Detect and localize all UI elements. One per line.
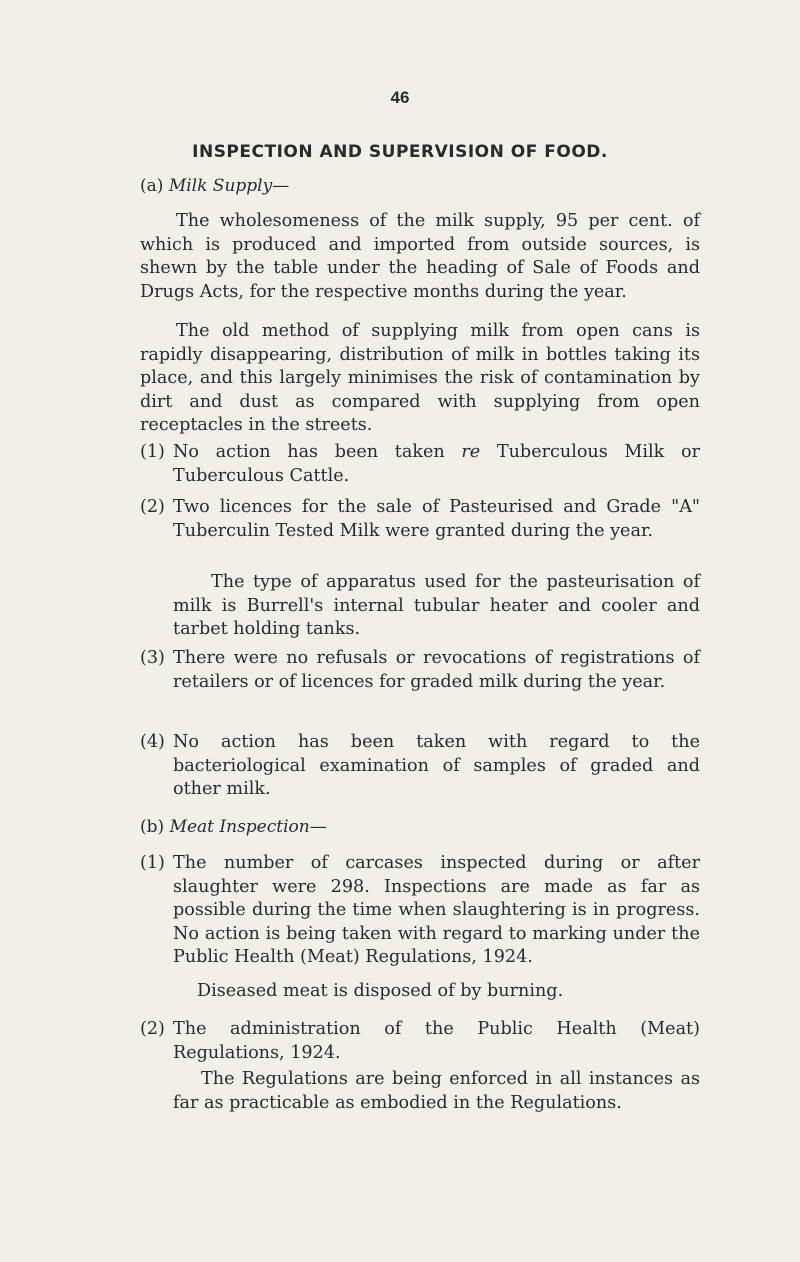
item-text: There were no refusals or revocations of registrations of retailers or of licences for graded milk during the year. (173, 648, 700, 692)
section-b-item-2-note (173, 1068, 700, 1115)
item-number: (2) (140, 1019, 165, 1039)
section-b-item-2-note-text: The Regulations are being enforced in all instances as far as practicable as embodied in the Regulations. (173, 1069, 700, 1113)
item-text: The administration of the Public Health (Meat) Regulations, 1924. (173, 1019, 700, 1063)
section-a-item-2-note (173, 571, 700, 642)
item-number: (2) (140, 497, 165, 517)
item-text: Two licences for the sale of Pasteurised and Grade "A" Tuberculin Tested Milk were granted during the year. (173, 497, 700, 541)
section-a-item-3 (140, 647, 700, 694)
item-number: (1) (140, 442, 165, 462)
section-a-item-2-note-text: The type of apparatus used for the pasteurisation of milk is Burrell's internal tubular heater and cooler and tarbet holding tanks. (173, 572, 700, 639)
item-text: No action has been taken with regard to the bacteriological examination of samples of graded and other milk. (173, 732, 700, 799)
item-text: No action has been taken re Tuberculous Milk or Tuberculous Cattle. (173, 442, 700, 486)
section-b-title: Meat Inspection— (169, 817, 327, 837)
section-a-marker: (a) (140, 176, 164, 196)
section-b-item-1-note (173, 980, 700, 1004)
section-a-item-2 (140, 496, 700, 543)
page-number: 46 (390, 88, 410, 107)
section-a-item-4 (140, 731, 700, 802)
section-a-paragraph-2-text: The old method of supplying milk from open cans is rapidly disappearing, distribution of milk in bottles taking its place, and this largely minimises the risk of contamination by dirt and dust as compared with supplying from open receptacles in the streets. (140, 321, 700, 435)
section-a-title: Milk Supply— (168, 176, 290, 196)
item-text: The number of carcases inspected during or after slaughter were 298. Inspections are made as far as possible during the time when slaughtering is in progress. No action is being taken with regard to marking under the Public Health (Meat) Regulations, 1924. (173, 853, 700, 967)
section-a-paragraph-1-text: The wholesomeness of the milk supply, 95 per cent. of which is produced and imported from outside sources, is shewn by the table under the heading of Sale of Foods and Drugs Acts, for the respective months during the year. (140, 211, 700, 302)
section-a-item-1 (140, 441, 700, 488)
section-b-marker: (b) (140, 817, 165, 837)
section-b-item-1 (140, 852, 700, 970)
section-b-heading (140, 817, 327, 837)
item-number: (1) (140, 853, 165, 873)
section-a-heading (140, 176, 289, 196)
section-b-item-1-note-text: Diseased meat is disposed of by burning. (197, 981, 564, 1001)
section-a-paragraph-2 (140, 320, 700, 438)
section-a-paragraph-1 (140, 210, 700, 304)
item-number: (3) (140, 648, 165, 668)
item-number: (4) (140, 732, 165, 752)
section-b-item-2 (140, 1018, 700, 1065)
page-title: INSPECTION AND SUPERVISION OF FOOD. (192, 142, 608, 162)
